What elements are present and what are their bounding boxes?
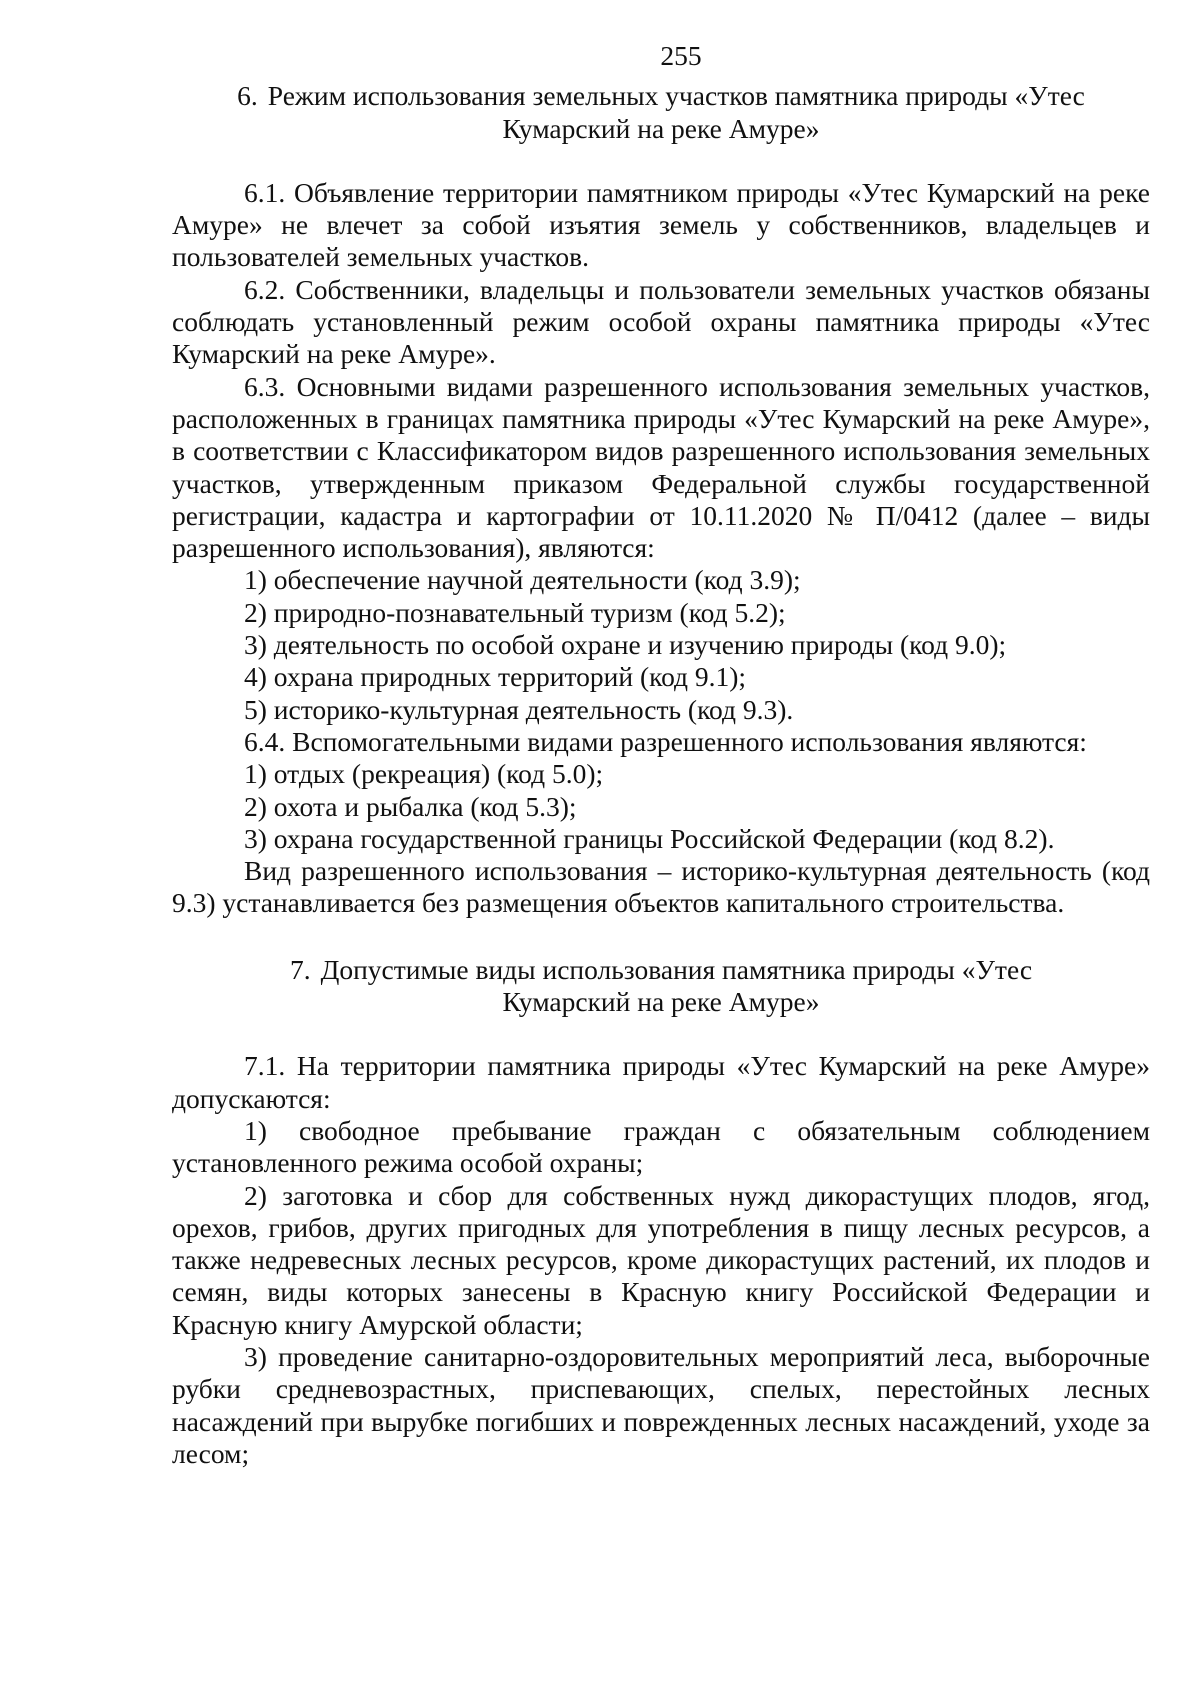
page-number: 255	[660, 40, 702, 71]
aux-use-item: 3) охрана государственной границы Российской Федерации (код 8.2).	[244, 822, 1055, 854]
paragraph-6-2: 6.2. Собственники, владельцы и пользователи земельных участков обязаны соблюдать установленный режим особой охраны памятника природы «Утес Кумарский на реке Амуре».	[172, 273, 1150, 370]
main-use-item: 3) деятельность по особой охране и изучению природы (код 9.0);	[244, 629, 1007, 661]
paragraph-6-1: 6.1. Объявление территории памятником природы «Утес Кумарский на реке Амуре» не влечет за собой изъятия земель у собственников, владельцев и пользователей земельных участков.	[172, 176, 1150, 273]
paragraph-6-4: 6.4. Вспомогательными видами разрешенного использования являются:	[244, 725, 1087, 757]
paragraph-7-1: 7.1. На территории памятника природы «Утес Кумарский на реке Амуре» допускаются:	[172, 1050, 1150, 1114]
section-7-title-text: Допустимые виды использования памятника природы «Утес	[320, 953, 1033, 985]
section-6-title-line-1	[172, 80, 1150, 112]
main-use-item: 5) историко-культурная деятельность (код 9.3).	[244, 693, 794, 725]
section-6-title-line-2: Кумарский на реке Амуре»	[502, 112, 820, 144]
aux-use-item: 1) отдых (рекреация) (код 5.0);	[244, 758, 604, 790]
main-use-item: 4) охрана природных территорий (код 9.1);	[244, 661, 747, 693]
main-use-item: 1) обеспечение научной деятельности (код 3.9);	[244, 564, 801, 596]
permitted-item: 1) свободное пребывание граждан с обязательным соблюдением установленного режима особой охраны;	[172, 1114, 1150, 1179]
section-7-title	[172, 954, 1150, 1019]
document-page	[172, 40, 1150, 1470]
section-6-title	[172, 80, 1150, 145]
section-6-title-text: Режим использования земельных участков памятника природы «Утес	[267, 80, 1085, 112]
section-6-number: 6.	[237, 80, 258, 112]
paragraph-6-3: 6.3. Основными видами разрешенного использования земельных участков, расположенных в границах памятника природы «Утес Кумарский на реке Амуре», в соответствии с Классификатором видов разрешенного использования земельных участков, утвержденным приказом Федеральной службы государственной регистрации, кадастра и картографии от 10.11.2020 № П/0412 (далее – виды разрешенного использования), являются:	[172, 370, 1150, 564]
aux-use-item: 2) охота и рыбалка (код 5.3);	[244, 790, 577, 822]
permitted-item: 2) заготовка и сбор для собственных нужд дикорастущих плодов, ягод, орехов, грибов, других пригодных для употребления в пищу лесных ресурсов, а также недревесных лесных ресурсов, кроме дикорастущих растений, их плодов и семян, виды которых занесены в Красную книгу Российской Федерации и Красную книгу Амурской области;	[172, 1179, 1150, 1340]
paragraph-use-note: Вид разрешенного использования – историко-культурная деятельность (код 9.3) устанавливается без размещения объектов капитального строительства.	[172, 855, 1150, 919]
section-7-title-line-2: Кумарский на реке Амуре»	[502, 986, 820, 1018]
permitted-item: 3) проведение санитарно-оздоровительных мероприятий леса, выборочные рубки средневозрастных, приспевающих, спелых, перестойных лесных насаждений при вырубке погибших и поврежденных лесных насаждений, уходе за лесом;	[172, 1340, 1150, 1469]
main-use-item: 2) природно-познавательный туризм (код 5.2);	[244, 596, 786, 628]
section-7-title-line-1	[172, 954, 1150, 986]
section-7-number: 7.	[289, 953, 311, 985]
